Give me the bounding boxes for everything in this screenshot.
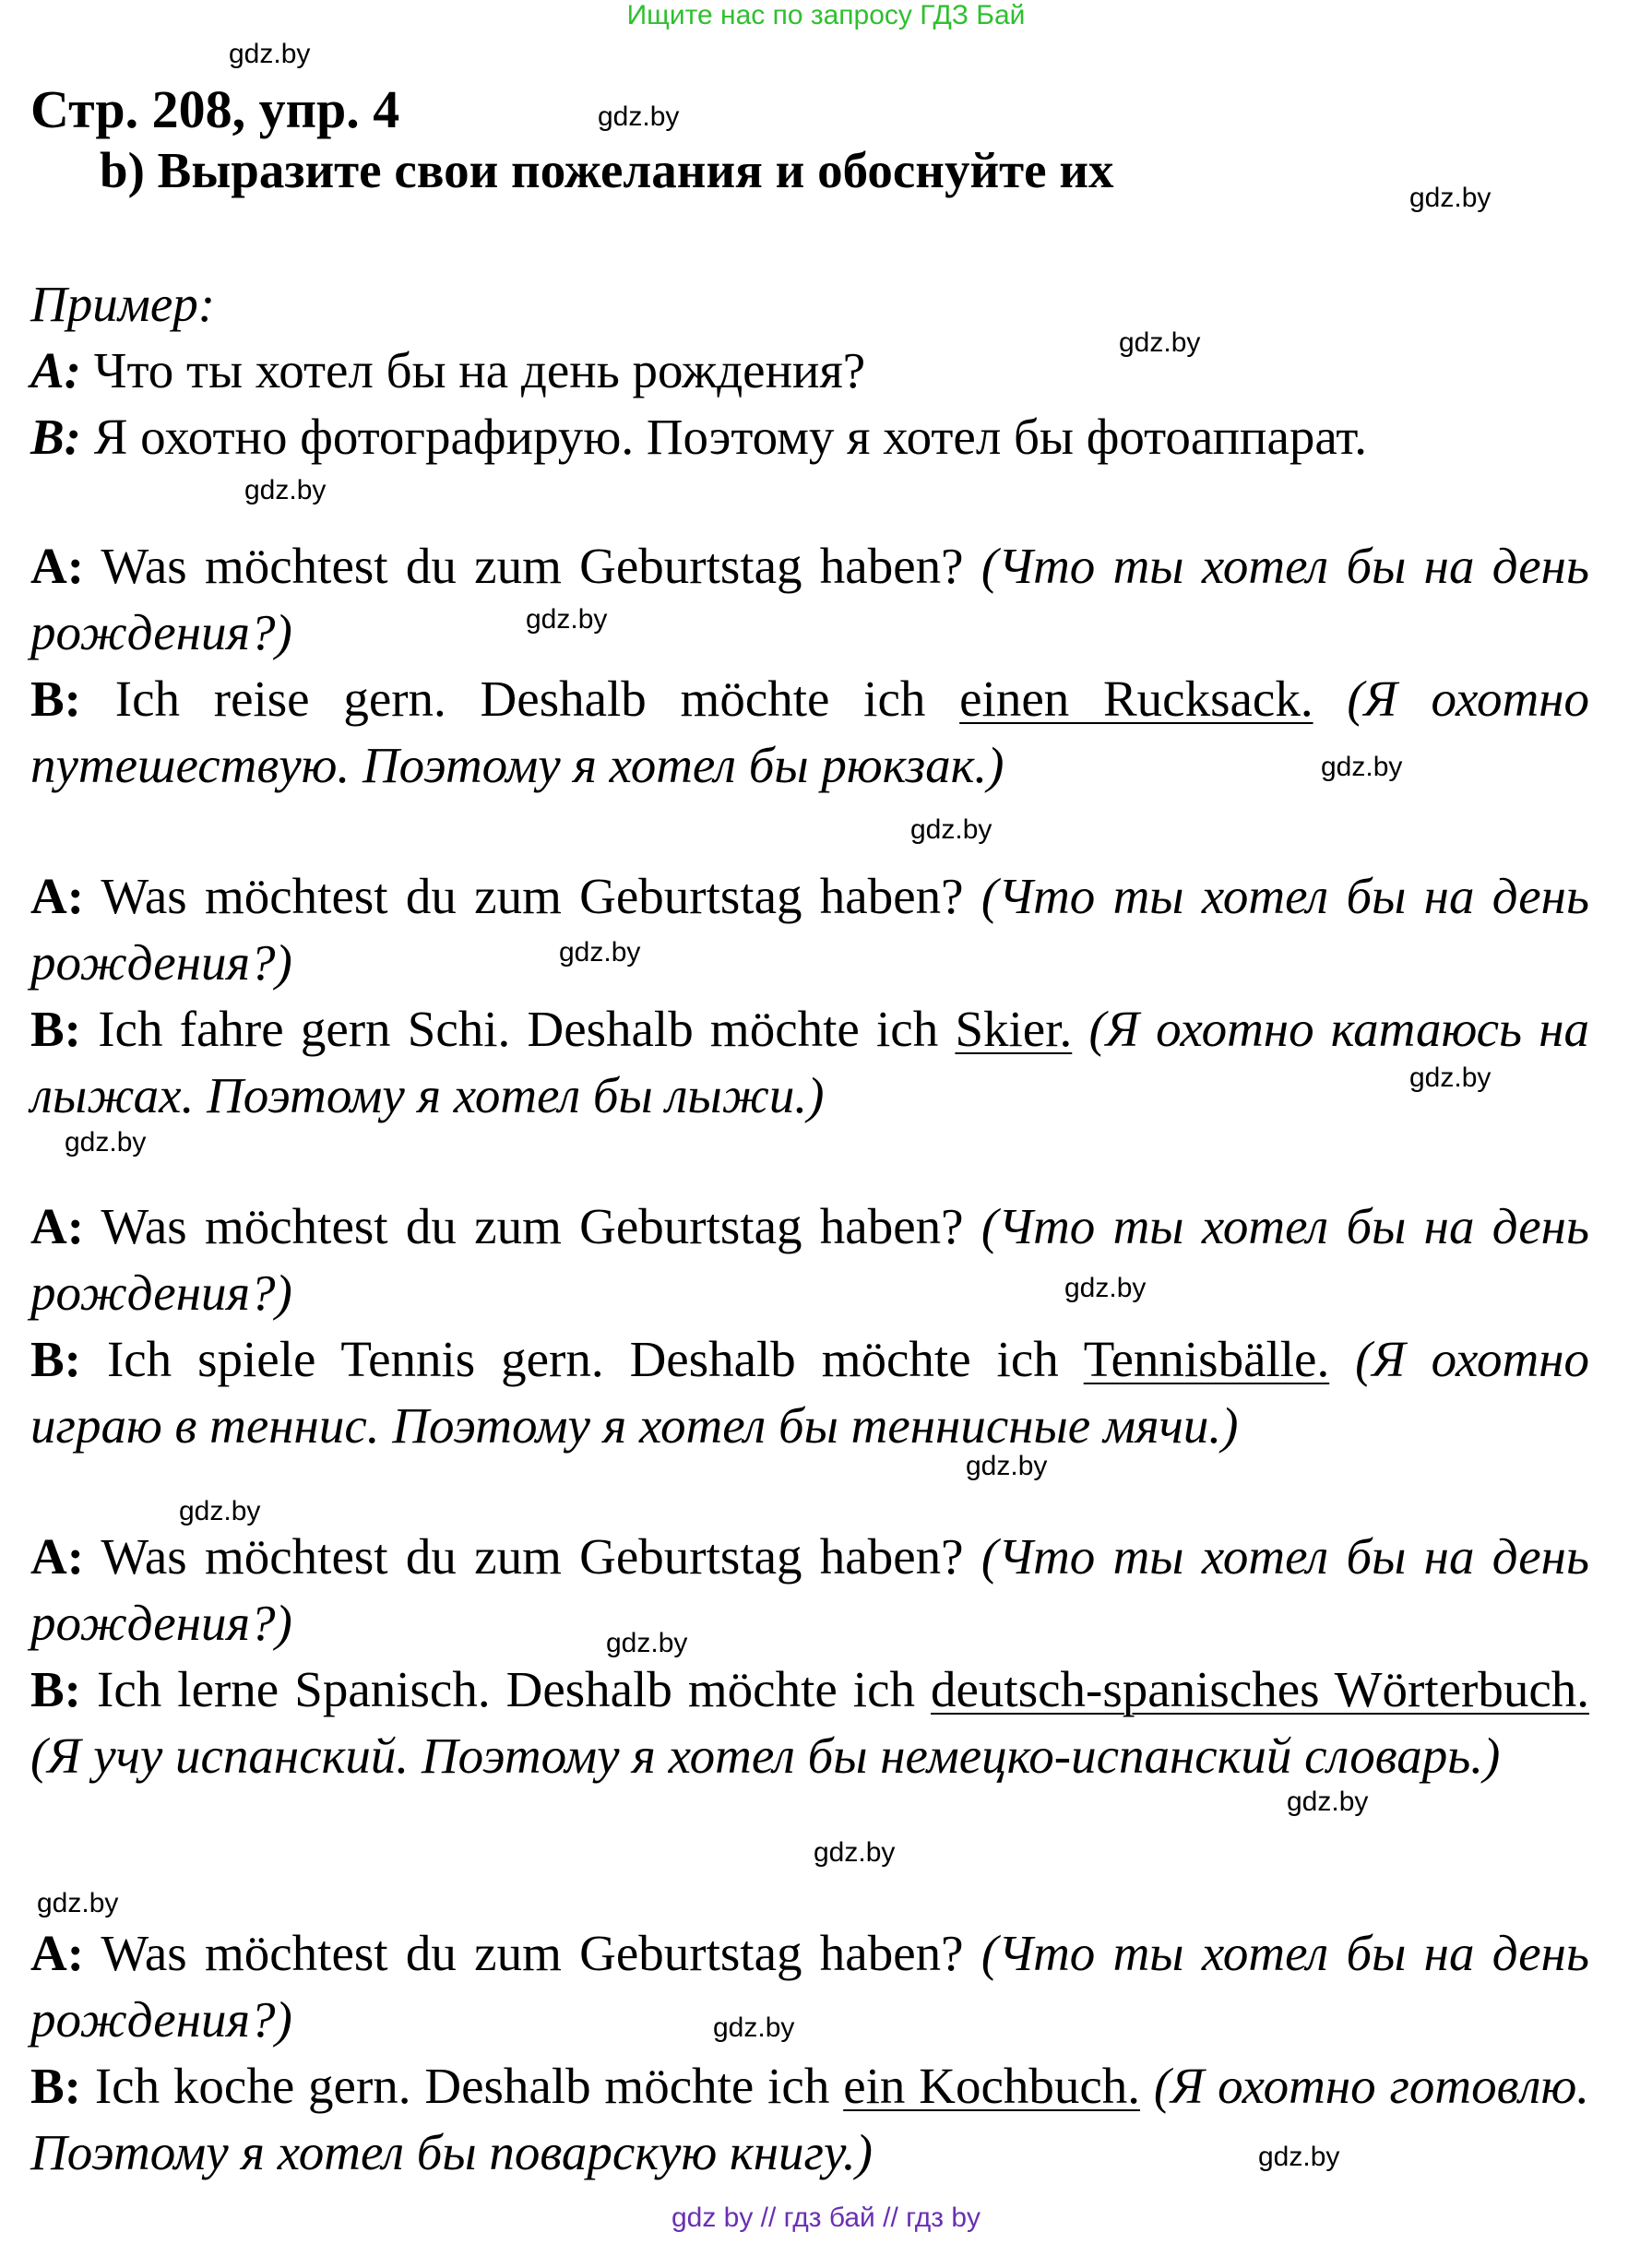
wish-item: deutsch-spanisches Wörterbuch. [931,1661,1589,1717]
answer-de: Ich fahre gern Schi. Deshalb möchte ich [98,1001,939,1057]
dialogue-5-question [30,1920,1589,2053]
speaker-label: B: [30,2058,81,2114]
answer-ru: (Я охотно путешествую. Поэтому я хотел бы рюкзак.) [30,671,1590,793]
watermark: gdz.by [1409,1063,1492,1093]
speaker-label: A: [30,1528,85,1585]
dialogue-3-question [30,1193,1589,1326]
answer-ru: (Я охотно готовлю. Поэтому я хотел бы поварскую книгу.) [30,2058,1590,2180]
question-de: Was möchtest du zum Geburtstag haben? [101,868,964,924]
question-ru: (Что ты хотел бы на день рождения?) [30,868,1589,991]
question-ru: (Что ты хотел бы на день рождения?) [30,1528,1589,1651]
dialogue-2-question [30,863,1589,996]
watermark: gdz.by [598,101,680,132]
exercise-task: b) Выразите свои пожелания и обоснуйте их [100,142,1114,198]
watermark: gdz.by [244,475,327,505]
dialogue-4-answer [30,1656,1589,1789]
watermark: gdz.by [1258,2142,1340,2172]
question-de: Was möchtest du zum Geburtstag haben? [101,1528,964,1585]
speaker-label: A: [30,1925,85,1981]
watermark: gdz.by [606,1628,688,1658]
watermark: gdz.by [65,1127,147,1158]
answer-de: Ich koche gern. Deshalb möchte ich [94,2058,830,2114]
speaker-label: В: [30,409,81,465]
watermark: gdz.by [910,814,992,845]
speaker-label: A: [30,868,85,924]
watermark: gdz.by [179,1496,261,1526]
question-de: Was möchtest du zum Geburtstag haben? [101,1925,964,1981]
answer-de: Ich lerne Spanisch. Deshalb möchte ich [97,1661,915,1717]
watermark: gdz.by [559,937,641,968]
speaker-label: B: [30,1661,81,1717]
watermark: gdz.by [1321,752,1403,782]
question-ru: (Что ты хотел бы на день рождения?) [30,538,1589,660]
wish-item: Tennisbälle. [1083,1331,1330,1387]
question-de: Was möchtest du zum Geburtstag haben? [101,538,964,594]
speaker-label: B: [30,1331,81,1387]
dialogue-2-answer [30,996,1589,1129]
wish-item: einen Rucksack. [959,671,1313,727]
watermark: gdz.by [526,604,608,635]
watermark: gdz.by [814,1837,896,1868]
watermark: gdz.by [1409,183,1492,213]
speaker-label: A: [30,538,85,594]
example-label: Пример: [30,276,216,332]
answer-ru: (Я охотно играю в теннис. Поэтому я хотел бы теннисные мячи.) [30,1331,1590,1454]
example-line-a [30,342,866,398]
footer-links[interactable]: gdz by // гдз бай // гдз by [671,2202,981,2233]
watermark: gdz.by [229,39,311,69]
watermark: gdz.by [1287,1787,1369,1817]
example-question: Что ты хотел бы на день рождения? [93,342,866,398]
wish-item: ein Kochbuch. [843,2058,1141,2114]
speaker-label: A: [30,1198,85,1254]
wish-item: Skier. [955,1001,1073,1057]
watermark: gdz.by [1064,1273,1147,1303]
page-title: Стр. 208, упр. 4 [30,79,400,139]
question-ru: (Что ты хотел бы на день рождения?) [30,1925,1589,2048]
speaker-label: А: [30,342,81,398]
watermark: gdz.by [1119,327,1201,358]
answer-ru: (Я охотно катаюсь на лыжах. Поэтому я хотел бы лыжи.) [30,1001,1590,1123]
watermark: gdz.by [966,1451,1048,1481]
dialogue-4-question [30,1524,1589,1656]
dialogue-1-question [30,533,1589,666]
question-de: Was möchtest du zum Geburtstag haben? [101,1198,964,1254]
example-answer: Я охотно фотографирую. Поэтому я хотел бы фотоаппарат. [93,409,1368,465]
dialogue-1-answer [30,666,1589,799]
dialogue-3-answer [30,1326,1589,1459]
example-line-b [30,409,1368,465]
answer-de: Ich spiele Tennis gern. Deshalb möchte ich [106,1331,1059,1387]
search-banner[interactable]: Ищите нас по запросу ГДЗ Бай [626,0,1026,30]
answer-de: Ich reise gern. Deshalb möchte ich [114,671,926,727]
speaker-label: B: [30,671,81,727]
watermark: gdz.by [713,2012,795,2043]
answer-ru: (Я учу испанский. Поэтому я хотел бы немецко-испанский словарь.) [30,1728,1501,1784]
dialogue-5-answer [30,2053,1589,2186]
question-ru: (Что ты хотел бы на день рождения?) [30,1198,1589,1321]
watermark: gdz.by [37,1888,119,1918]
speaker-label: B: [30,1001,81,1057]
